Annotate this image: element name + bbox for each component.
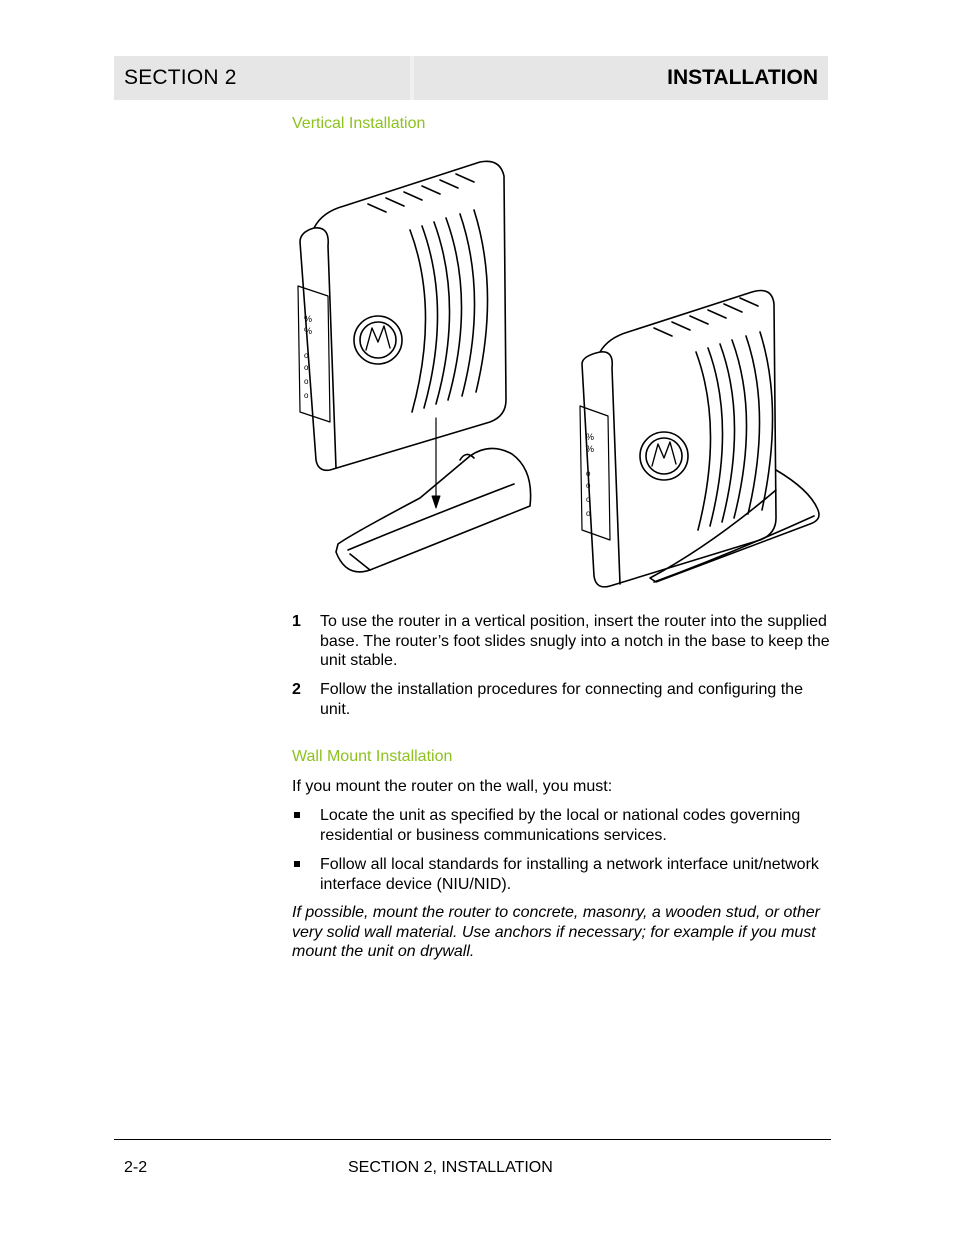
svg-text:o: o xyxy=(586,509,591,518)
list-item-text: Locate the unit as specified by the local or national codes governing residential or business communications services. xyxy=(320,807,801,844)
svg-text:o: o xyxy=(304,391,309,400)
step-text: To use the router in a vertical position, insert the router into the supplied base. The router’s foot slides snugly into a notch in the base to keep the unit stable. xyxy=(320,613,830,669)
svg-text:%: % xyxy=(304,314,313,324)
svg-text:o: o xyxy=(304,377,309,386)
list-item-text: Follow all local standards for installing a network interface unit/network interface device (NIU/NID). xyxy=(320,856,819,893)
step-text: Follow the installation procedures for connecting and configuring the unit. xyxy=(320,681,803,718)
section-title: INSTALLATION xyxy=(667,66,818,89)
footer-title: SECTION 2, INSTALLATION xyxy=(348,1159,553,1176)
list-item xyxy=(292,806,832,845)
svg-text:o: o xyxy=(304,351,309,360)
wall-mount-installation-heading: Wall Mount Installation xyxy=(292,748,453,765)
router-on-stand-illustration xyxy=(290,150,825,595)
svg-text:%: % xyxy=(586,444,595,454)
section-label: SECTION 2 xyxy=(124,66,237,89)
router-left xyxy=(298,161,506,470)
step-2 xyxy=(292,680,832,719)
svg-text:o: o xyxy=(304,363,309,372)
step-1 xyxy=(292,612,832,671)
page-number: 2-2 xyxy=(124,1159,148,1176)
svg-text:o: o xyxy=(586,495,591,504)
svg-text:%: % xyxy=(586,432,595,442)
vertical-installation-heading: Vertical Installation xyxy=(292,115,426,132)
list-item xyxy=(292,855,832,894)
footer-divider xyxy=(114,1139,831,1140)
wall-mount-intro: If you mount the router on the wall, you must: xyxy=(292,778,613,795)
bullet-square-icon xyxy=(294,861,300,867)
svg-text:o: o xyxy=(586,481,591,490)
step-number: 2 xyxy=(292,681,301,698)
svg-text:o: o xyxy=(586,469,591,478)
router-right xyxy=(580,291,776,587)
mounting-note: If possible, mount the router to concrete, masonry, a wooden stud, or other very solid wall material. Use anchors if necessary; for example if you must mount the unit on drywall. xyxy=(292,904,820,960)
svg-text:%: % xyxy=(304,326,313,336)
stand-base xyxy=(336,448,531,571)
bullet-square-icon xyxy=(294,812,300,818)
step-number: 1 xyxy=(292,613,301,630)
